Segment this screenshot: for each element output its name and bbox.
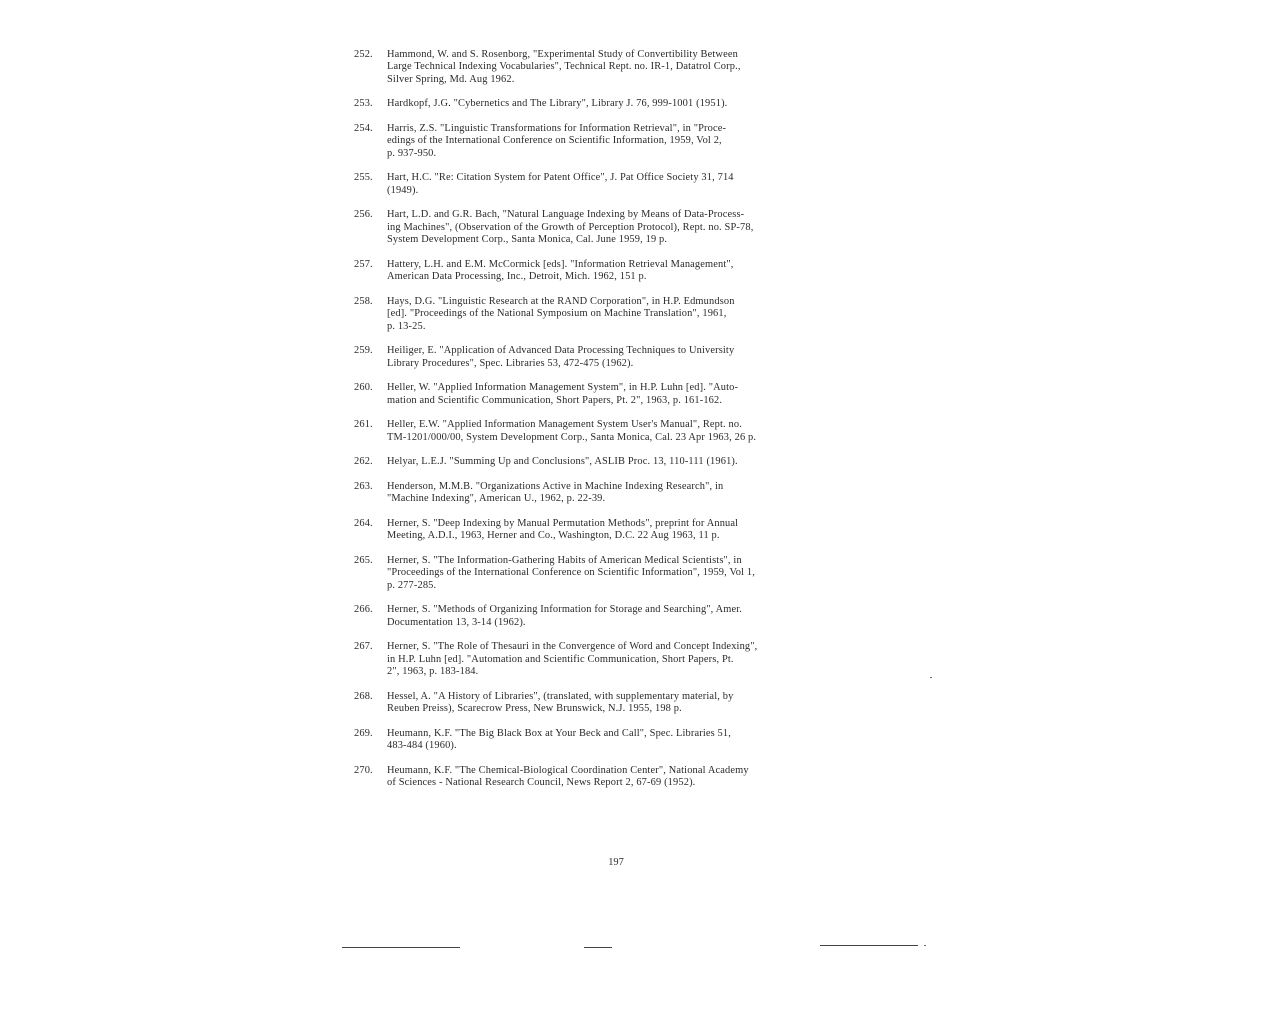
footer-mark	[924, 945, 926, 946]
reference-number: 266.	[354, 604, 373, 616]
reference-number: 255.	[354, 172, 373, 184]
reference-number: 252.	[354, 49, 373, 60]
reference-number: 269.	[354, 727, 373, 739]
reference-text: Hart, L.D. and G.R. Bach, "Natural Language Indexing by Means of Data-Process- ing Machines", (Observation of the Growth of Perception Protocol), Rept. no. SP-78, System Development Corp., Santa Monica, Cal. June 1959, 19 p.	[387, 209, 754, 246]
reference-entry	[354, 481, 884, 506]
reference-text: Hardkopf, J.G. "Cybernetics and The Library", Library J. 76, 999-1001 (1951).	[387, 98, 728, 110]
reference-number: 265.	[354, 554, 373, 566]
reference-text: Helyar, L.E.J. "Summing Up and Conclusions", ASLIB Proc. 13, 110-111 (1961).	[387, 456, 738, 468]
page-number: 197	[608, 857, 624, 868]
reference-text: Heller, E.W. "Applied Information Management System User's Manual", Rept. no. TM-1201/000/00, System Development Corp., Santa Monica, Cal. 23 Apr 1963, 26 p.	[387, 419, 757, 443]
reference-number: 268.	[354, 690, 373, 702]
reference-entry	[354, 345, 884, 370]
reference-entry	[354, 259, 884, 284]
margin-mark	[930, 677, 932, 678]
reference-entry	[354, 604, 884, 629]
reference-number: 253.	[354, 98, 373, 110]
reference-text: Hart, H.C. "Re: Citation System for Patent Office", J. Pat Office Society 31, 714 (1949).	[387, 172, 734, 196]
reference-number: 263.	[354, 480, 373, 492]
reference-number: 257.	[354, 258, 373, 270]
reference-number: 260.	[354, 382, 373, 394]
reference-number: 264.	[354, 517, 373, 529]
reference-number: 259.	[354, 345, 373, 357]
reference-number: 254.	[354, 123, 373, 134]
reference-number: 267.	[354, 641, 373, 653]
reference-entry	[354, 728, 884, 753]
reference-text: Hammond, W. and S. Rosenborg, "Experimental Study of Convertibility Between Large Technical Indexing Vocabularies", Technical Rept. no. IR-1, Datatrol Corp., Silver Spring, Md. Aug 1962.	[387, 49, 741, 85]
reference-text: Herner, S. "Deep Indexing by Manual Permutation Methods", preprint for Annual Meeting, A.D.I., 1963, Herner and Co., Washington, D.C. 22 Aug 1963, 11 p.	[387, 517, 739, 542]
reference-text: Heiliger, E. "Application of Advanced Data Processing Techniques to University Library Procedures", Spec. Libraries 53, 472-475 (1962).	[387, 345, 735, 369]
footer-rule-right	[820, 945, 918, 946]
reference-number: 261.	[354, 419, 373, 431]
reference-text: Hattery, L.H. and E.M. McCormick [eds]. "Information Retrieval Management", American Data Processing, Inc., Detroit, Mich. 1962, 151 p.	[387, 258, 734, 283]
reference-text: Herner, S. "The Role of Thesauri in the Convergence of Word and Concept Indexing", in H.P. Luhn [ed]. "Automation and Scientific Communication, Short Papers, Pt. 2", 1963, p. 183-184.	[387, 641, 758, 678]
reference-text: Henderson, M.M.B. "Organizations Active in Machine Indexing Research", in "Machine Indexing", American U., 1962, p. 22-39.	[387, 480, 724, 505]
reference-text: Heller, W. "Applied Information Management System", in H.P. Luhn [ed]. "Auto- mation and Scientific Communication, Short Papers, Pt. 2", 1963, p. 161-162.	[387, 382, 739, 406]
reference-text: Herner, S. "The Information-Gathering Habits of American Medical Scientists", in "Proceedings of the International Conference on Scientific Information", 1959, Vol 1, p. 277-285.	[387, 554, 755, 591]
reference-text: Herner, S. "Methods of Organizing Information for Storage and Searching", Amer. Documentation 13, 3-14 (1962).	[387, 604, 743, 628]
reference-entry	[354, 641, 884, 678]
reference-entry	[354, 765, 884, 790]
reference-entry	[354, 382, 884, 407]
reference-entry	[354, 456, 884, 468]
reference-text: Harris, Z.S. "Linguistic Transformations for Information Retrieval", in "Proce- edings of the International Conference on Scientific Information, 1959, Vol 2, p. 937-950.	[387, 123, 727, 159]
footer-rule-center	[584, 947, 612, 948]
reference-number: 270.	[354, 764, 373, 776]
reference-text: Hays, D.G. "Linguistic Research at the RAND Corporation", in H.P. Edmundson [ed]. "Proceedings of the National Symposium on Machine Translation", 1961, p. 13-25.	[387, 295, 735, 332]
reference-entry	[354, 555, 884, 592]
reference-entry	[354, 296, 884, 333]
reference-number: 258.	[354, 295, 373, 307]
reference-list	[354, 49, 884, 802]
reference-entry	[354, 172, 884, 197]
reference-entry	[354, 98, 884, 110]
reference-entry	[354, 209, 884, 246]
reference-text: Heumann, K.F. "The Big Black Box at Your Beck and Call", Spec. Libraries 51, 483-484 (1960).	[387, 727, 731, 752]
reference-entry	[354, 49, 884, 86]
reference-entry	[354, 518, 884, 543]
reference-entry	[354, 419, 884, 444]
reference-text: Heumann, K.F. "The Chemical-Biological Coordination Center", National Academy of Sciences - National Research Council, News Report 2, 67-69 (1952).	[387, 764, 749, 789]
reference-number: 256.	[354, 209, 373, 221]
reference-number: 262.	[354, 456, 373, 468]
reference-entry	[354, 123, 884, 160]
reference-entry	[354, 691, 884, 716]
footer-rule-left	[342, 947, 460, 948]
reference-text: Hessel, A. "A History of Libraries", (translated, with supplementary material, by Reuben Preiss), Scarecrow Press, New Brunswick, N.J. 1955, 198 p.	[387, 690, 734, 715]
